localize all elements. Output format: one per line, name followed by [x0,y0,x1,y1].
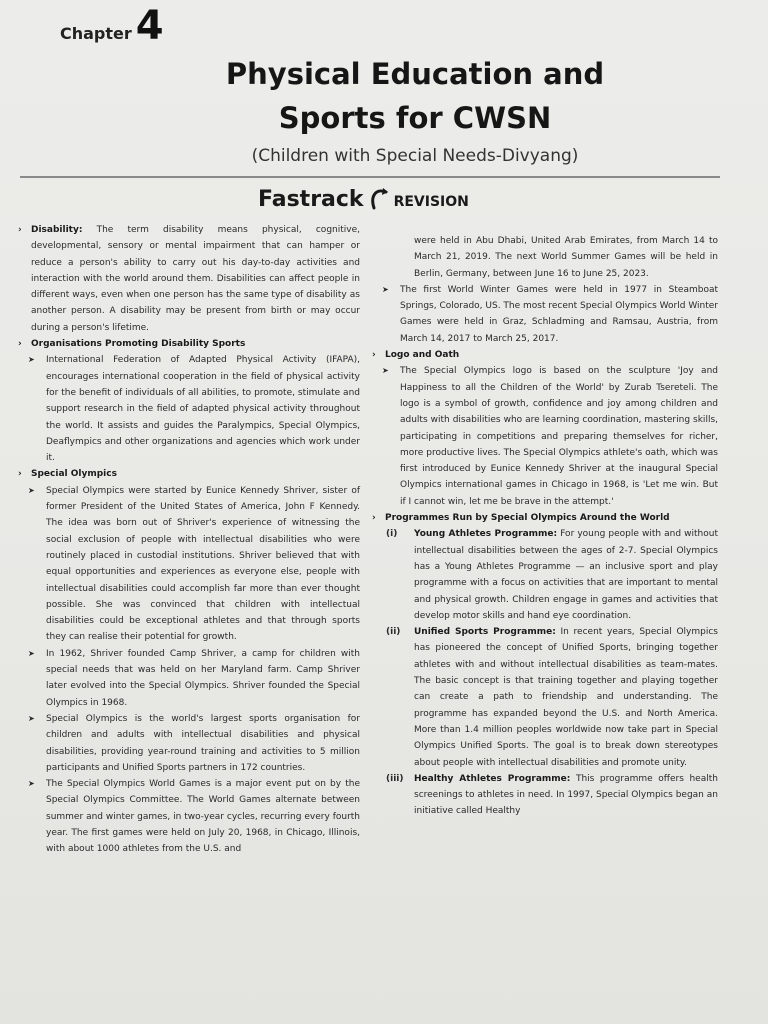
programme-label: Healthy Athletes Programme: [414,773,571,784]
arrow-bullet-icon: ➤ [28,779,35,789]
disability-paragraph [18,222,360,336]
item-number: (i) [386,529,398,540]
revision-swoosh-icon [368,186,390,212]
left-column [18,222,360,858]
list-item: ➤ The first World Winter Games were held in 1977 in Steamboat Springs, Colorado, US. The most recent Special Olympics World Winter Games were held in Graz, Schladming and Ramsau, Austria, from March 14, 2017 to March 25, 2017. [372,282,718,347]
section-heading-special-olympics: › Special Olympics [18,469,117,480]
numbered-item [372,526,718,624]
title-divider [20,176,720,178]
revision-word: REVISION [393,194,469,210]
section-heading-organisations: › Organisations Promoting Disability Sports [18,339,246,350]
arrow-bullet-icon: ➤ [382,366,389,376]
numbered-item [372,771,718,820]
arrow-bullet-icon: ➤ [28,713,35,723]
page-title-line-1: Physical Education and [225,57,605,91]
arrow-bullet-icon: ➤ [28,485,35,495]
programme-text: This programme offers health screenings to athletes in need. In 1997, Special Olympics began an initiative called Healthy [414,773,718,817]
programme-label: Unified Sports Programme: [414,627,556,638]
arrow-bullet-icon: ➤ [28,648,35,658]
bullet-marker: › [18,225,22,235]
list-item: ➤ The Special Olympics World Games is a major event put on by the Special Olympics Committee. The World Games alternate between summer and winter games, in two-year cycles, recurring every fourth year. The first games were held on July 20, 1968, in Chicago, Illinois, with about 1000 athletes from the U.S. and [18,776,360,857]
list-item: ➤ Special Olympics were started by Eunice Kennedy Shriver, sister of former President of the United States of America, John F Kennedy. The idea was born out of Shriver's experience of witnessing the social exclusion of people with intellectual disabilities who were routinely placed in custodial institutions. Shriver believed that with equal opportunities and experiences as everyone else, people with intellectual disabilities could accomplish far more than ever thought possible. She was convinced that children with intellectual disabilities could be exceptional athletes and that through sports they can realise their potential for growth. [18,483,360,646]
item-number: (iii) [386,773,404,784]
continued-paragraph: were held in Abu Dhabi, United Arab Emirates, from March 14 to March 21, 2019. The next World Summer Games will be held in Berlin, Germany, between June 16 to June 25, 2023. [414,236,718,279]
programme-label: Young Athletes Programme: [414,529,558,540]
item-number: (ii) [386,627,401,638]
chapter-heading [60,3,164,49]
disability-label: Disability: [31,225,83,235]
section-heading-programmes: › Programmes Run by Special Olympics Around the World [372,513,670,524]
list-item: ➤ In 1962, Shriver founded Camp Shriver, a camp for children with special needs that was held on her Maryland farm. Camp Shriver later evolved into the Special Olympics. Shriver founded the Special Olympics in 1968. [18,646,360,711]
list-item: ➤ Special Olympics is the world's largest sports organisation for children and adults with intellectual disabilities and physical disabilities, providing year-round training and activities to 5 million participants and Unified Sports partners in 172 countries. [18,711,360,776]
page-subtitle: (Children with Special Needs-Divyang) [251,146,579,166]
disability-text: The term disability means physical, cognitive, developmental, sensory or mental impairment that can hamper or reduce a person's ability to carry out his day-to-day activities and interaction with the world around them. Disabilities can affect people in different ways, even when one person has the same type of disability as another person. A disability may be present from birth or may occur during a person's lifetime. [31,225,360,333]
arrow-bullet-icon: ➤ [382,284,389,294]
fastrack-revision-banner [258,186,469,212]
chapter-number: 4 [135,3,164,49]
arrow-bullet-icon: ➤ [28,355,35,365]
right-column [372,233,718,820]
list-item: ➤ The Special Olympics logo is based on the sculpture 'Joy and Happiness to all the Children of the World' by Zurab Tsereteli. The logo is a symbol of growth, confidence and joy among children and adults with disabilities who are learning coordination, mastering skills, participating in competitions and preparing themselves for richer, more productive lives. The Special Olympics athlete's oath, which was first introduced by Eunice Kennedy Shriver at the inaugural Special Olympics international games in Chicago in 1968, is 'Let me win. But if I cannot win, let me be brave in the attempt.' [372,363,718,510]
list-item: ➤ International Federation of Adapted Physical Activity (IFAPA), encourages international cooperation in the field of physical activity for the benefit of individuals of all abilities, to promote, stimulate and support research in the field of adapted physical activity throughout the world. It assists and guides the Paralympics, Special Olympics, Deaflympics and other organizations and agencies which work under it. [18,352,360,466]
page-title-line-2: Sports for CWSN [278,101,552,135]
chapter-label: Chapter [60,24,132,43]
programme-text: For young people with and without intellectual disabilities between the ages of 2-7. Special Olympics has a Young Athletes Programme — an inclusive sport and play programme with a focus on activities that are important to mental and physical growth. Children engage in games and activities that develop motor skills and hand eye coordination. [414,529,719,621]
numbered-item [372,624,718,771]
programme-text: In recent years, Special Olympics has pioneered the concept of Unified Sports, bringing together athletes with and without intellectual disabilities as team-mates. The basic concept is that training together and playing together can create a path to friendship and understanding. The programme has expanded beyond the U.S. and North America. More than 1.4 million peoples worldwide now take part in Special Olympics Unified Sports. The goal is to break down stereotypes about people with intellectual disabilities and promote unity. [414,627,718,768]
fastrack-word: Fastrack [258,186,364,212]
section-heading-logo-oath: › Logo and Oath [372,350,460,361]
